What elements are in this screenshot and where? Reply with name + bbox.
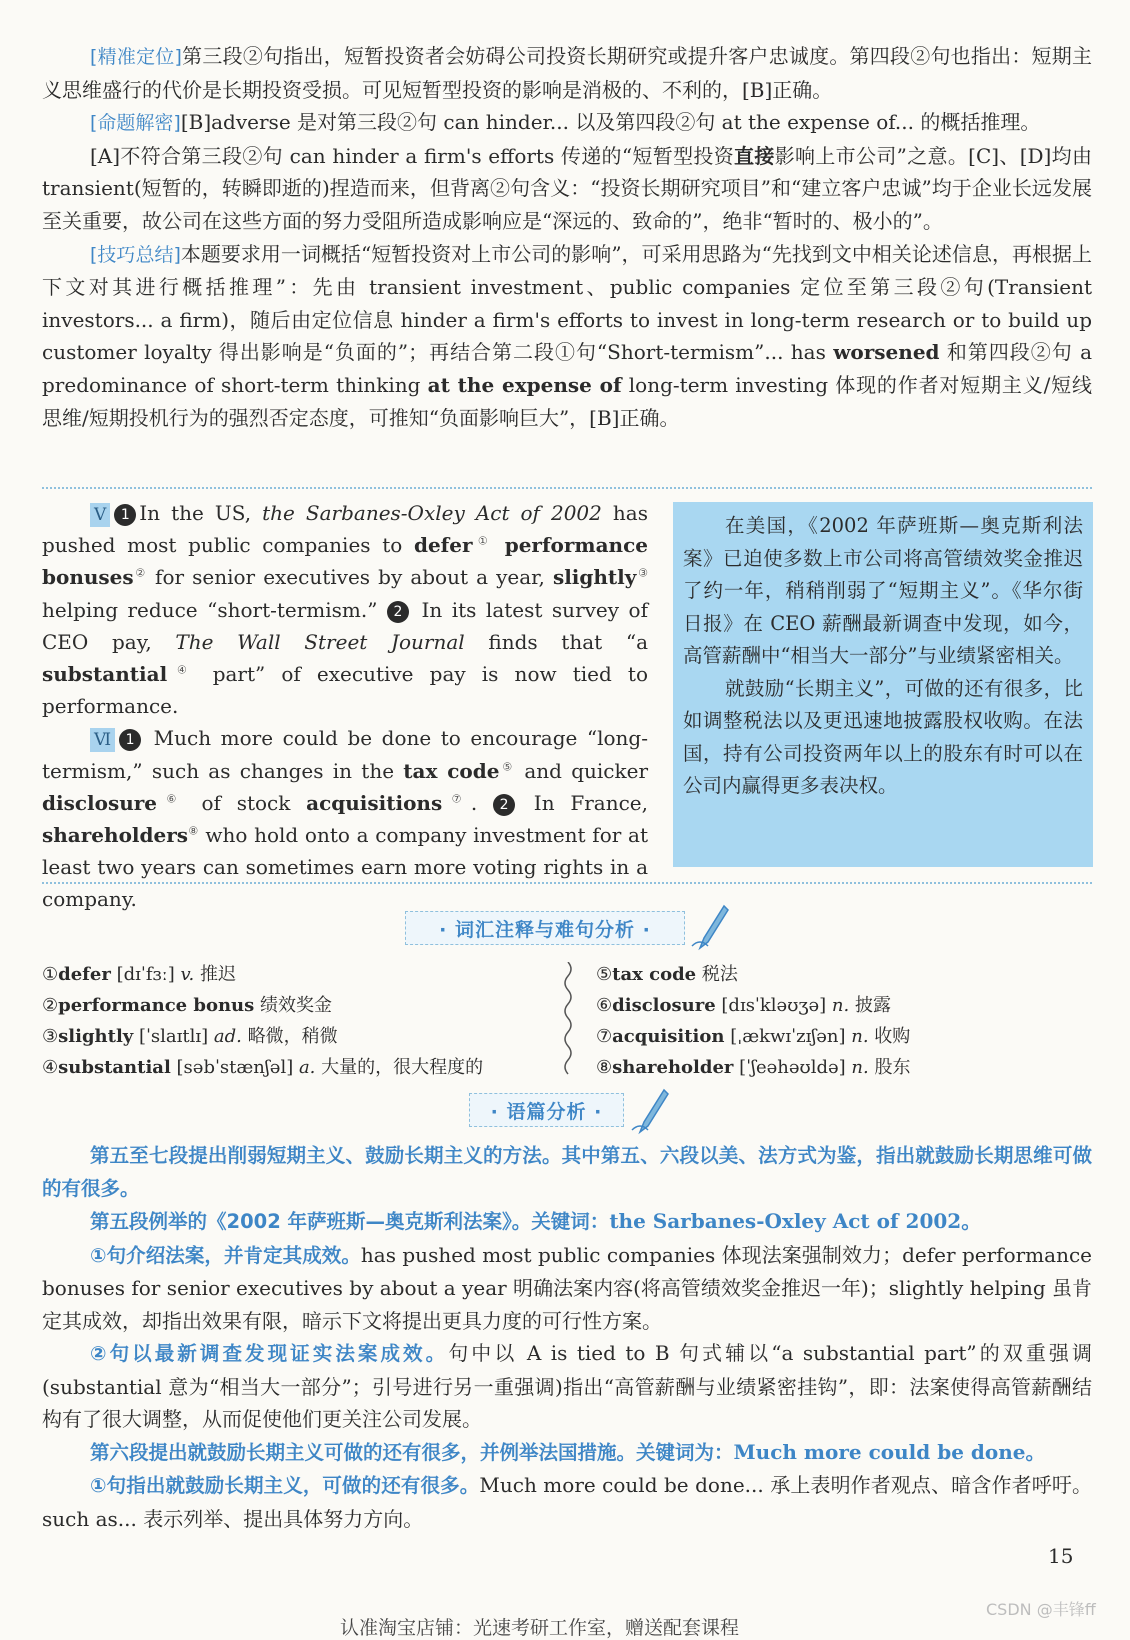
- paragraph-marker: Ⅵ: [90, 728, 115, 752]
- analysis-heading: 第五段例举的《2002 年萨班斯—奥克斯利法案》。关键词：: [90, 1210, 610, 1233]
- vocab-item: ②performance bonus 绩效奖金: [42, 995, 333, 1016]
- passage-text: helping reduce “short-termism.”: [42, 597, 387, 622]
- footnote-mark: ⑦: [442, 792, 471, 806]
- bold-text: 直接: [734, 143, 775, 168]
- passage-paragraph-5: [42, 497, 648, 722]
- paragraph-marker: V: [90, 503, 110, 527]
- paragraph-text: 第三段②句指出，短暂投资者会妨碍公司投资长期研究或提升客户忠诚度。第四段②句也指出：短期主义思维盛行的代价是长期投资受损。可见短暂型投资的影响是消极的、不利的，[B]正确。: [42, 44, 1093, 102]
- passage-text: part” of executive pay is now tied to performance.: [42, 662, 648, 719]
- vocab-word: disclosure: [42, 790, 158, 815]
- section-tag: [命题解密]: [90, 112, 181, 135]
- translation-paragraph: 就鼓励“长期主义”，可做的还有很多，比如调整税法以及更迅速地披露股权收购。在法国，持有公司投资两年以上的股东有时可以在公司内赢得更多表决权。: [683, 676, 1083, 797]
- analysis-text: 句中以 A is tied to B 句式辅以“a substantial part”的双重强调(substantial 意为“相当大一部分”；引号进行另一重强调)指出“高管薪酬与业绩紧密挂钩”，即：法案使得高管薪酬结构有了很大调整，从而促使他们更关注公司发展。: [42, 1341, 1092, 1431]
- passage-text: finds that “a: [464, 629, 649, 654]
- vocab-item: ①defer [dɪˈfɜː] v. 推迟: [42, 964, 236, 985]
- vocab-word: tax code: [403, 758, 500, 783]
- paragraph-text: [A]不符合第三段②句 can hinder a firm's efforts 传递的“短暂型投资: [90, 143, 735, 168]
- bold-text: worsened: [833, 340, 940, 365]
- sentence-number: 2: [493, 794, 515, 816]
- analysis-paragraph: [42, 1239, 1092, 1338]
- pen-icon: [690, 902, 730, 952]
- italic-title: the Sarbanes-Oxley Act of 2002: [262, 501, 602, 525]
- vocab-item: ⑧shareholder [ˈʃeəhəʊldə] n. 股东: [596, 1057, 911, 1078]
- passage-text: has pushed most public companies to: [42, 501, 648, 558]
- passage-text: [493, 533, 505, 557]
- paragraph-text: [B]adverse 是对第三段②句 can hinder... 以及第四段②句 at the expense of... 的概括推理。: [180, 110, 1041, 135]
- paragraph-text: long-term investing 体现的作者对短期主义/短线思维/短期投机行为的强烈否定态度，可推知“负面影响巨大”，[B]正确。: [42, 372, 1092, 430]
- italic-title: The Wall Street Journal: [175, 629, 465, 654]
- translation-box: [673, 502, 1093, 867]
- explanation-paragraph: [42, 238, 1092, 435]
- vocab-item: ⑥disclosure [dɪsˈkləʊʒə] n. 披露: [596, 995, 891, 1016]
- passage-text: and quicker: [515, 758, 649, 783]
- passage-text: who hold onto a company investment for at least two years can sometimes earn more voting rights in a company.: [42, 823, 648, 912]
- vocab-word: slightly: [552, 565, 637, 590]
- passage-text: of stock: [185, 790, 307, 815]
- sentence-number: 1: [114, 504, 136, 526]
- bold-text: at the expense of: [427, 372, 622, 397]
- vocab-word: performance bonuses: [42, 533, 648, 590]
- vocab-item: ⑤tax code 税法: [596, 964, 738, 985]
- analysis-text: has pushed most public companies 体现法案强制效力；defer performance bonuses for senior executives by about a year 明确法案内容(将高管绩效奖金推迟一年)；slightly helping 虽肯定其成效，却指出效果有限，暗示下文将提出更具力度的可行性方案。: [42, 1242, 1092, 1333]
- explanation-paragraph: [42, 40, 1092, 106]
- footnote-mark: ⑧: [188, 824, 199, 838]
- vocab-word: substantial: [42, 662, 168, 687]
- vocab-item: ③slightly [ˈslaɪtlɪ] ad. 略微，稍微: [42, 1026, 338, 1047]
- watermark: CSDN @丰锋ff: [986, 1600, 1096, 1619]
- explanation-paragraph: [42, 140, 1092, 238]
- analysis-paragraph: [42, 1469, 1092, 1535]
- sentence-heading: ②句以最新调查发现证实法案成效。: [90, 1342, 449, 1365]
- dotted-divider: [42, 487, 1092, 489]
- english-passage: [42, 497, 648, 916]
- vocab-section-title: · 词汇注释与难句分析 ·: [405, 911, 685, 945]
- analysis-text: Much more could be done... 承上表明作者观点、暗含作者呼吁。such as... 表示列举、提出具体努力方向。: [42, 1473, 1092, 1531]
- passage-text: for senior executives by about a year,: [146, 565, 553, 590]
- analysis-paragraph: [42, 1337, 1092, 1436]
- footnote-mark: ⑤: [499, 759, 516, 773]
- passage-paragraph-6: [42, 722, 648, 915]
- passage-text: In the US,: [139, 501, 263, 525]
- footnote-mark: ①: [472, 534, 494, 548]
- passage-text: In France,: [518, 790, 648, 815]
- analysis-heading: 第五至七段提出削弱短期主义、鼓励长期主义的方法。其中第五、六段以美、法方式为鉴，指出就鼓励长期思维可做的有很多。: [42, 1144, 1092, 1200]
- page-number: 15: [1048, 1544, 1074, 1568]
- vocab-item: ④substantial [səbˈstænʃəl] a. 大量的，很大程度的: [42, 1057, 484, 1078]
- footer-note: 认准淘宝店铺：光速考研工作室，赠送配套课程: [340, 1617, 740, 1639]
- footnote-mark: ⑥: [157, 792, 186, 806]
- vocab-word: acquisitions: [306, 790, 443, 815]
- section-tag: [技巧总结]: [90, 243, 181, 266]
- footnote-mark: ④: [167, 663, 197, 677]
- footnote-mark: ③: [636, 566, 648, 580]
- footnote-mark: ②: [133, 566, 147, 580]
- pen-icon: [630, 1086, 670, 1136]
- passage-text: .: [470, 790, 494, 815]
- paragraph-text: 和第四段②句 a predominance of short-term thinking: [42, 340, 1093, 397]
- sentence-number: 1: [119, 729, 141, 751]
- vocab-word: defer: [413, 533, 473, 558]
- keyword: Much more could be done。: [733, 1439, 1046, 1464]
- vocab-item: ⑦acquisition [ˌækwɪˈzɪʃən] n. 收购: [596, 1026, 911, 1047]
- paragraph-text: 本题要求用一词概括“短暂投资对上市公司的影响”，可采用思路为“先找到文中相关论述信息，再根据上下文对其进行概括推理”：先由 transient investment、public companies 定位至第三段②句(Transient investors... a firm)，随后由定位信息 hinder a firm's efforts to invest in long-term research or to build up customer loyalty 得出影响是“负面的”；再结合第二段①句“Short-termism”... has: [42, 241, 1092, 365]
- paragraph-text: 影响上市公司”之意。[C]、[D]均由 transient(短暂的，转瞬即逝的)捏造而来，但背离②句含义：“投资长期研究项目”和“建立客户忠诚”均于企业长远发展至关重要，故公司在这些方面的努力受阻所造成影响应是“深远的、致命的”，绝非“暂时的、极小的”。: [42, 143, 1093, 233]
- wavy-divider: [560, 962, 576, 1077]
- analysis-section-title: · 语篇分析 ·: [469, 1093, 624, 1127]
- discourse-analysis: [42, 1140, 1092, 1535]
- translation-paragraph: 在美国，《2002 年萨班斯—奥克斯利法案》已迫使多数上市公司将高管绩效奖金推迟了约一年，稍稍削弱了“短期主义”。《华尔街日报》在 CEO 薪酬最新调查中发现，如今，高管薪酬中“相当大一部分”与业绩紧密相关。: [683, 514, 1083, 667]
- keyword: the Sarbanes-Oxley Act of 2002。: [609, 1209, 982, 1233]
- sentence-heading: ①句介绍法案，并肯定其成效。: [90, 1243, 361, 1267]
- vocab-word: shareholders: [42, 823, 189, 848]
- sentence-heading: ①句指出就鼓励长期主义，可做的还有很多。: [90, 1474, 480, 1497]
- analysis-paragraph: [42, 1436, 1092, 1470]
- section-tag: [精准定位]: [90, 46, 182, 68]
- dotted-divider: [42, 882, 1092, 884]
- passage-text: Much more could be done to encourage “long-termism,” such as changes in the: [42, 726, 648, 783]
- sentence-number: 2: [387, 601, 409, 623]
- answer-explanation: [42, 40, 1092, 434]
- explanation-paragraph: [42, 106, 1092, 140]
- vocab-list-right: [596, 959, 910, 1083]
- analysis-heading: 第六段提出就鼓励长期主义可做的还有很多，并例举法国措施。关键词为：: [90, 1440, 734, 1464]
- vocab-list-left: [42, 959, 483, 1083]
- passage-text: In its latest survey of CEO pay,: [42, 597, 648, 654]
- analysis-paragraph: [42, 1205, 1092, 1239]
